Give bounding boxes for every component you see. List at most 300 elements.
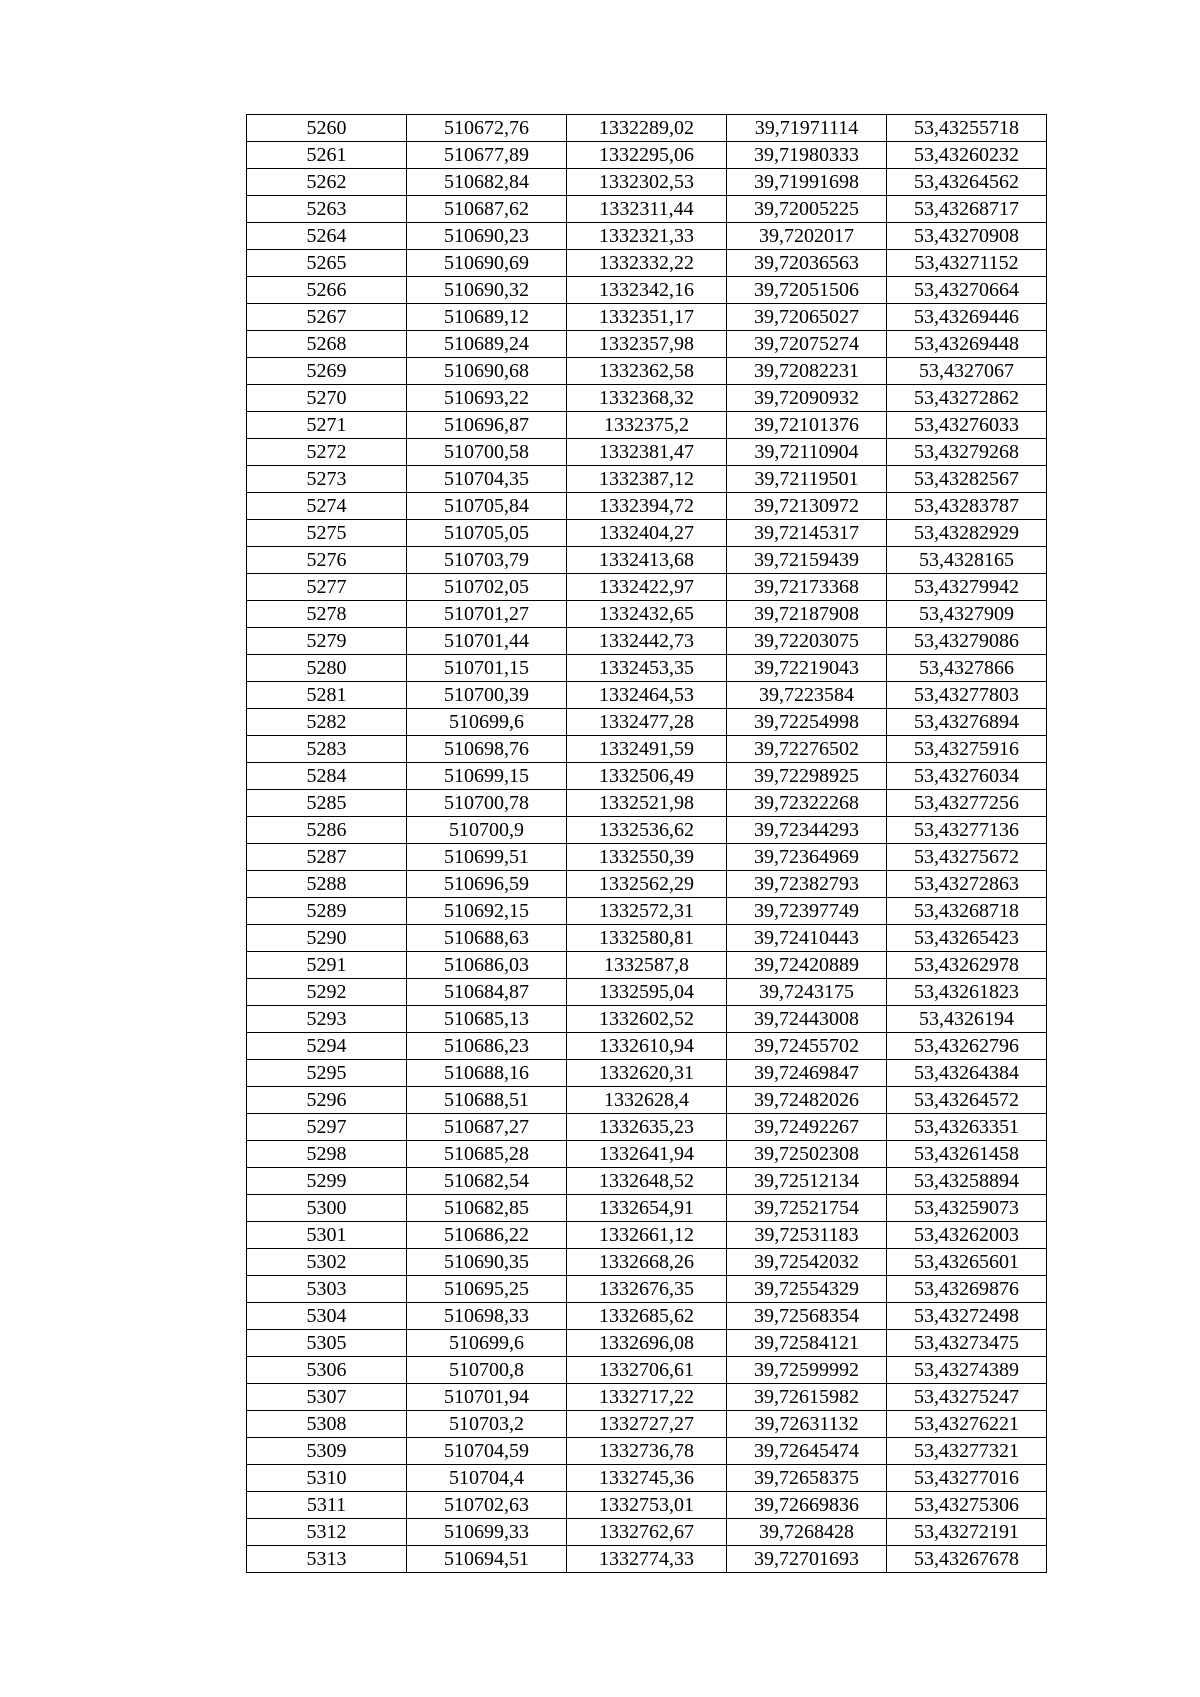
y-coordinate-cell: 1332311,44: [567, 196, 727, 223]
point-number-cell: 5278: [247, 601, 407, 628]
point-number-cell: 5290: [247, 925, 407, 952]
coordinates-table-body: [247, 115, 1047, 1573]
point-number-cell: 5299: [247, 1168, 407, 1195]
y-coordinate-cell: 1332572,31: [567, 898, 727, 925]
y-coordinate-cell: 1332706,61: [567, 1357, 727, 1384]
x-coordinate-cell: 510690,68: [407, 358, 567, 385]
table-row: [247, 412, 1047, 439]
x-coordinate-cell: 510700,39: [407, 682, 567, 709]
latitude-cell: 53,43272863: [887, 871, 1047, 898]
point-number-cell: 5261: [247, 142, 407, 169]
latitude-cell: 53,43259073: [887, 1195, 1047, 1222]
x-coordinate-cell: 510704,35: [407, 466, 567, 493]
point-number-cell: 5296: [247, 1087, 407, 1114]
table-row: [247, 1033, 1047, 1060]
latitude-cell: 53,43277016: [887, 1465, 1047, 1492]
x-coordinate-cell: 510688,16: [407, 1060, 567, 1087]
point-number-cell: 5281: [247, 682, 407, 709]
table-row: [247, 979, 1047, 1006]
latitude-cell: 53,43271152: [887, 250, 1047, 277]
table-row: [247, 1168, 1047, 1195]
table-row: [247, 1060, 1047, 1087]
longitude-cell: 39,72658375: [727, 1465, 887, 1492]
table-row: [247, 142, 1047, 169]
longitude-cell: 39,72276502: [727, 736, 887, 763]
x-coordinate-cell: 510699,6: [407, 1330, 567, 1357]
latitude-cell: 53,43260232: [887, 142, 1047, 169]
x-coordinate-cell: 510702,05: [407, 574, 567, 601]
x-coordinate-cell: 510699,51: [407, 844, 567, 871]
longitude-cell: 39,72645474: [727, 1438, 887, 1465]
latitude-cell: 53,43262003: [887, 1222, 1047, 1249]
latitude-cell: 53,43270908: [887, 223, 1047, 250]
longitude-cell: 39,7243175: [727, 979, 887, 1006]
latitude-cell: 53,43265423: [887, 925, 1047, 952]
longitude-cell: 39,72065027: [727, 304, 887, 331]
table-row: [247, 115, 1047, 142]
y-coordinate-cell: 1332736,78: [567, 1438, 727, 1465]
latitude-cell: 53,43268717: [887, 196, 1047, 223]
y-coordinate-cell: 1332717,22: [567, 1384, 727, 1411]
x-coordinate-cell: 510701,27: [407, 601, 567, 628]
table-row: [247, 1087, 1047, 1114]
x-coordinate-cell: 510700,78: [407, 790, 567, 817]
longitude-cell: 39,72443008: [727, 1006, 887, 1033]
point-number-cell: 5294: [247, 1033, 407, 1060]
point-number-cell: 5309: [247, 1438, 407, 1465]
table-row: [247, 628, 1047, 655]
y-coordinate-cell: 1332562,29: [567, 871, 727, 898]
point-number-cell: 5265: [247, 250, 407, 277]
x-coordinate-cell: 510702,63: [407, 1492, 567, 1519]
longitude-cell: 39,72119501: [727, 466, 887, 493]
table-row: [247, 952, 1047, 979]
point-number-cell: 5269: [247, 358, 407, 385]
point-number-cell: 5293: [247, 1006, 407, 1033]
longitude-cell: 39,72298925: [727, 763, 887, 790]
y-coordinate-cell: 1332696,08: [567, 1330, 727, 1357]
longitude-cell: 39,72364969: [727, 844, 887, 871]
table-row: [247, 250, 1047, 277]
point-number-cell: 5306: [247, 1357, 407, 1384]
latitude-cell: 53,43276034: [887, 763, 1047, 790]
point-number-cell: 5272: [247, 439, 407, 466]
table-row: [247, 1546, 1047, 1573]
x-coordinate-cell: 510682,84: [407, 169, 567, 196]
x-coordinate-cell: 510701,94: [407, 1384, 567, 1411]
latitude-cell: 53,43269446: [887, 304, 1047, 331]
y-coordinate-cell: 1332610,94: [567, 1033, 727, 1060]
table-row: [247, 439, 1047, 466]
x-coordinate-cell: 510689,12: [407, 304, 567, 331]
longitude-cell: 39,72397749: [727, 898, 887, 925]
point-number-cell: 5304: [247, 1303, 407, 1330]
latitude-cell: 53,43272191: [887, 1519, 1047, 1546]
y-coordinate-cell: 1332321,33: [567, 223, 727, 250]
x-coordinate-cell: 510700,8: [407, 1357, 567, 1384]
longitude-cell: 39,72145317: [727, 520, 887, 547]
x-coordinate-cell: 510690,35: [407, 1249, 567, 1276]
y-coordinate-cell: 1332432,65: [567, 601, 727, 628]
x-coordinate-cell: 510685,13: [407, 1006, 567, 1033]
table-row: [247, 466, 1047, 493]
longitude-cell: 39,72599992: [727, 1357, 887, 1384]
y-coordinate-cell: 1332635,23: [567, 1114, 727, 1141]
y-coordinate-cell: 1332587,8: [567, 952, 727, 979]
longitude-cell: 39,72322268: [727, 790, 887, 817]
latitude-cell: 53,43258894: [887, 1168, 1047, 1195]
x-coordinate-cell: 510689,24: [407, 331, 567, 358]
latitude-cell: 53,43282929: [887, 520, 1047, 547]
point-number-cell: 5305: [247, 1330, 407, 1357]
longitude-cell: 39,72568354: [727, 1303, 887, 1330]
x-coordinate-cell: 510693,22: [407, 385, 567, 412]
y-coordinate-cell: 1332753,01: [567, 1492, 727, 1519]
table-row: [247, 1303, 1047, 1330]
latitude-cell: 53,43264384: [887, 1060, 1047, 1087]
x-coordinate-cell: 510694,51: [407, 1546, 567, 1573]
x-coordinate-cell: 510672,76: [407, 115, 567, 142]
longitude-cell: 39,7202017: [727, 223, 887, 250]
x-coordinate-cell: 510695,25: [407, 1276, 567, 1303]
point-number-cell: 5268: [247, 331, 407, 358]
latitude-cell: 53,43261823: [887, 979, 1047, 1006]
table-row: [247, 223, 1047, 250]
longitude-cell: 39,72203075: [727, 628, 887, 655]
longitude-cell: 39,72701693: [727, 1546, 887, 1573]
latitude-cell: 53,43269448: [887, 331, 1047, 358]
y-coordinate-cell: 1332685,62: [567, 1303, 727, 1330]
latitude-cell: 53,43279268: [887, 439, 1047, 466]
table-row: [247, 547, 1047, 574]
point-number-cell: 5271: [247, 412, 407, 439]
table-row: [247, 331, 1047, 358]
y-coordinate-cell: 1332289,02: [567, 115, 727, 142]
latitude-cell: 53,43273475: [887, 1330, 1047, 1357]
longitude-cell: 39,72469847: [727, 1060, 887, 1087]
table-row: [247, 520, 1047, 547]
point-number-cell: 5312: [247, 1519, 407, 1546]
point-number-cell: 5313: [247, 1546, 407, 1573]
table-row: [247, 1465, 1047, 1492]
point-number-cell: 5275: [247, 520, 407, 547]
longitude-cell: 39,72219043: [727, 655, 887, 682]
y-coordinate-cell: 1332602,52: [567, 1006, 727, 1033]
longitude-cell: 39,72382793: [727, 871, 887, 898]
longitude-cell: 39,72482026: [727, 1087, 887, 1114]
latitude-cell: 53,43270664: [887, 277, 1047, 304]
longitude-cell: 39,72159439: [727, 547, 887, 574]
point-number-cell: 5266: [247, 277, 407, 304]
table-row: [247, 277, 1047, 304]
x-coordinate-cell: 510705,05: [407, 520, 567, 547]
point-number-cell: 5298: [247, 1141, 407, 1168]
x-coordinate-cell: 510696,59: [407, 871, 567, 898]
point-number-cell: 5274: [247, 493, 407, 520]
table-row: [247, 763, 1047, 790]
longitude-cell: 39,72075274: [727, 331, 887, 358]
longitude-cell: 39,7268428: [727, 1519, 887, 1546]
point-number-cell: 5307: [247, 1384, 407, 1411]
latitude-cell: 53,43269876: [887, 1276, 1047, 1303]
point-number-cell: 5283: [247, 736, 407, 763]
y-coordinate-cell: 1332332,22: [567, 250, 727, 277]
point-number-cell: 5276: [247, 547, 407, 574]
x-coordinate-cell: 510703,79: [407, 547, 567, 574]
longitude-cell: 39,72410443: [727, 925, 887, 952]
x-coordinate-cell: 510682,54: [407, 1168, 567, 1195]
x-coordinate-cell: 510700,58: [407, 439, 567, 466]
latitude-cell: 53,43264572: [887, 1087, 1047, 1114]
longitude-cell: 39,72615982: [727, 1384, 887, 1411]
longitude-cell: 39,72521754: [727, 1195, 887, 1222]
y-coordinate-cell: 1332628,4: [567, 1087, 727, 1114]
y-coordinate-cell: 1332413,68: [567, 547, 727, 574]
x-coordinate-cell: 510700,9: [407, 817, 567, 844]
table-row: [247, 1276, 1047, 1303]
x-coordinate-cell: 510690,32: [407, 277, 567, 304]
table-row: [247, 1330, 1047, 1357]
latitude-cell: 53,43275672: [887, 844, 1047, 871]
table-row: [247, 601, 1047, 628]
point-number-cell: 5301: [247, 1222, 407, 1249]
y-coordinate-cell: 1332394,72: [567, 493, 727, 520]
latitude-cell: 53,43276894: [887, 709, 1047, 736]
point-number-cell: 5311: [247, 1492, 407, 1519]
point-number-cell: 5292: [247, 979, 407, 1006]
longitude-cell: 39,72502308: [727, 1141, 887, 1168]
table-row: [247, 574, 1047, 601]
longitude-cell: 39,72173368: [727, 574, 887, 601]
longitude-cell: 39,7223584: [727, 682, 887, 709]
latitude-cell: 53,43279086: [887, 628, 1047, 655]
table-row: [247, 1195, 1047, 1222]
x-coordinate-cell: 510699,33: [407, 1519, 567, 1546]
point-number-cell: 5282: [247, 709, 407, 736]
point-number-cell: 5287: [247, 844, 407, 871]
table-row: [247, 1438, 1047, 1465]
y-coordinate-cell: 1332506,49: [567, 763, 727, 790]
y-coordinate-cell: 1332351,17: [567, 304, 727, 331]
y-coordinate-cell: 1332676,35: [567, 1276, 727, 1303]
point-number-cell: 5270: [247, 385, 407, 412]
x-coordinate-cell: 510705,84: [407, 493, 567, 520]
table-row: [247, 304, 1047, 331]
table-row: [247, 736, 1047, 763]
y-coordinate-cell: 1332521,98: [567, 790, 727, 817]
y-coordinate-cell: 1332648,52: [567, 1168, 727, 1195]
table-row: [247, 1492, 1047, 1519]
point-number-cell: 5291: [247, 952, 407, 979]
point-number-cell: 5286: [247, 817, 407, 844]
y-coordinate-cell: 1332442,73: [567, 628, 727, 655]
y-coordinate-cell: 1332464,53: [567, 682, 727, 709]
table-row: [247, 844, 1047, 871]
longitude-cell: 39,72101376: [727, 412, 887, 439]
point-number-cell: 5303: [247, 1276, 407, 1303]
latitude-cell: 53,43275306: [887, 1492, 1047, 1519]
latitude-cell: 53,43267678: [887, 1546, 1047, 1573]
longitude-cell: 39,72110904: [727, 439, 887, 466]
y-coordinate-cell: 1332774,33: [567, 1546, 727, 1573]
table-row: [247, 655, 1047, 682]
latitude-cell: 53,43276033: [887, 412, 1047, 439]
latitude-cell: 53,43268718: [887, 898, 1047, 925]
y-coordinate-cell: 1332362,58: [567, 358, 727, 385]
table-row: [247, 169, 1047, 196]
y-coordinate-cell: 1332580,81: [567, 925, 727, 952]
longitude-cell: 39,72254998: [727, 709, 887, 736]
y-coordinate-cell: 1332745,36: [567, 1465, 727, 1492]
latitude-cell: 53,43277136: [887, 817, 1047, 844]
x-coordinate-cell: 510686,22: [407, 1222, 567, 1249]
x-coordinate-cell: 510704,4: [407, 1465, 567, 1492]
longitude-cell: 39,72669836: [727, 1492, 887, 1519]
y-coordinate-cell: 1332727,27: [567, 1411, 727, 1438]
table-row: [247, 871, 1047, 898]
longitude-cell: 39,72542032: [727, 1249, 887, 1276]
x-coordinate-cell: 510696,87: [407, 412, 567, 439]
x-coordinate-cell: 510699,6: [407, 709, 567, 736]
coordinates-table: [246, 114, 1047, 1573]
point-number-cell: 5295: [247, 1060, 407, 1087]
latitude-cell: 53,43277321: [887, 1438, 1047, 1465]
y-coordinate-cell: 1332302,53: [567, 169, 727, 196]
table-row: [247, 709, 1047, 736]
table-row: [247, 1222, 1047, 1249]
y-coordinate-cell: 1332453,35: [567, 655, 727, 682]
latitude-cell: 53,43265601: [887, 1249, 1047, 1276]
x-coordinate-cell: 510698,33: [407, 1303, 567, 1330]
table-row: [247, 196, 1047, 223]
y-coordinate-cell: 1332661,12: [567, 1222, 727, 1249]
x-coordinate-cell: 510687,27: [407, 1114, 567, 1141]
longitude-cell: 39,71980333: [727, 142, 887, 169]
point-number-cell: 5260: [247, 115, 407, 142]
table-row: [247, 682, 1047, 709]
x-coordinate-cell: 510684,87: [407, 979, 567, 1006]
table-row: [247, 817, 1047, 844]
latitude-cell: 53,43263351: [887, 1114, 1047, 1141]
latitude-cell: 53,43275247: [887, 1384, 1047, 1411]
point-number-cell: 5284: [247, 763, 407, 790]
table-row: [247, 385, 1047, 412]
latitude-cell: 53,43261458: [887, 1141, 1047, 1168]
point-number-cell: 5308: [247, 1411, 407, 1438]
point-number-cell: 5280: [247, 655, 407, 682]
y-coordinate-cell: 1332381,47: [567, 439, 727, 466]
x-coordinate-cell: 510686,23: [407, 1033, 567, 1060]
x-coordinate-cell: 510698,76: [407, 736, 567, 763]
x-coordinate-cell: 510686,03: [407, 952, 567, 979]
y-coordinate-cell: 1332375,2: [567, 412, 727, 439]
longitude-cell: 39,72005225: [727, 196, 887, 223]
longitude-cell: 39,72082231: [727, 358, 887, 385]
latitude-cell: 53,43283787: [887, 493, 1047, 520]
y-coordinate-cell: 1332422,97: [567, 574, 727, 601]
longitude-cell: 39,72512134: [727, 1168, 887, 1195]
y-coordinate-cell: 1332620,31: [567, 1060, 727, 1087]
table-row: [247, 1519, 1047, 1546]
y-coordinate-cell: 1332295,06: [567, 142, 727, 169]
point-number-cell: 5302: [247, 1249, 407, 1276]
point-number-cell: 5277: [247, 574, 407, 601]
x-coordinate-cell: 510677,89: [407, 142, 567, 169]
y-coordinate-cell: 1332654,91: [567, 1195, 727, 1222]
latitude-cell: 53,43277803: [887, 682, 1047, 709]
point-number-cell: 5310: [247, 1465, 407, 1492]
latitude-cell: 53,43262978: [887, 952, 1047, 979]
latitude-cell: 53,4328165: [887, 547, 1047, 574]
x-coordinate-cell: 510685,28: [407, 1141, 567, 1168]
longitude-cell: 39,72420889: [727, 952, 887, 979]
point-number-cell: 5300: [247, 1195, 407, 1222]
longitude-cell: 39,72584121: [727, 1330, 887, 1357]
y-coordinate-cell: 1332491,59: [567, 736, 727, 763]
latitude-cell: 53,4327067: [887, 358, 1047, 385]
latitude-cell: 53,43274389: [887, 1357, 1047, 1384]
longitude-cell: 39,72531183: [727, 1222, 887, 1249]
point-number-cell: 5279: [247, 628, 407, 655]
table-row: [247, 790, 1047, 817]
point-number-cell: 5289: [247, 898, 407, 925]
latitude-cell: 53,43279942: [887, 574, 1047, 601]
longitude-cell: 39,72492267: [727, 1114, 887, 1141]
table-row: [247, 1249, 1047, 1276]
point-number-cell: 5263: [247, 196, 407, 223]
table-row: [247, 358, 1047, 385]
latitude-cell: 53,43272862: [887, 385, 1047, 412]
longitude-cell: 39,72090932: [727, 385, 887, 412]
latitude-cell: 53,43272498: [887, 1303, 1047, 1330]
latitude-cell: 53,43264562: [887, 169, 1047, 196]
table-row: [247, 1357, 1047, 1384]
table-row: [247, 1006, 1047, 1033]
y-coordinate-cell: 1332357,98: [567, 331, 727, 358]
latitude-cell: 53,43276221: [887, 1411, 1047, 1438]
longitude-cell: 39,72187908: [727, 601, 887, 628]
x-coordinate-cell: 510682,85: [407, 1195, 567, 1222]
y-coordinate-cell: 1332342,16: [567, 277, 727, 304]
table-row: [247, 1141, 1047, 1168]
x-coordinate-cell: 510701,15: [407, 655, 567, 682]
longitude-cell: 39,72554329: [727, 1276, 887, 1303]
y-coordinate-cell: 1332387,12: [567, 466, 727, 493]
latitude-cell: 53,43275916: [887, 736, 1047, 763]
longitude-cell: 39,72130972: [727, 493, 887, 520]
latitude-cell: 53,43255718: [887, 115, 1047, 142]
longitude-cell: 39,72631132: [727, 1411, 887, 1438]
y-coordinate-cell: 1332368,32: [567, 385, 727, 412]
table-row: [247, 493, 1047, 520]
x-coordinate-cell: 510701,44: [407, 628, 567, 655]
table-row: [247, 1411, 1047, 1438]
x-coordinate-cell: 510688,63: [407, 925, 567, 952]
latitude-cell: 53,43277256: [887, 790, 1047, 817]
longitude-cell: 39,72036563: [727, 250, 887, 277]
point-number-cell: 5288: [247, 871, 407, 898]
point-number-cell: 5297: [247, 1114, 407, 1141]
longitude-cell: 39,72051506: [727, 277, 887, 304]
point-number-cell: 5273: [247, 466, 407, 493]
y-coordinate-cell: 1332477,28: [567, 709, 727, 736]
y-coordinate-cell: 1332595,04: [567, 979, 727, 1006]
point-number-cell: 5262: [247, 169, 407, 196]
x-coordinate-cell: 510692,15: [407, 898, 567, 925]
longitude-cell: 39,72344293: [727, 817, 887, 844]
latitude-cell: 53,43262796: [887, 1033, 1047, 1060]
latitude-cell: 53,4327866: [887, 655, 1047, 682]
